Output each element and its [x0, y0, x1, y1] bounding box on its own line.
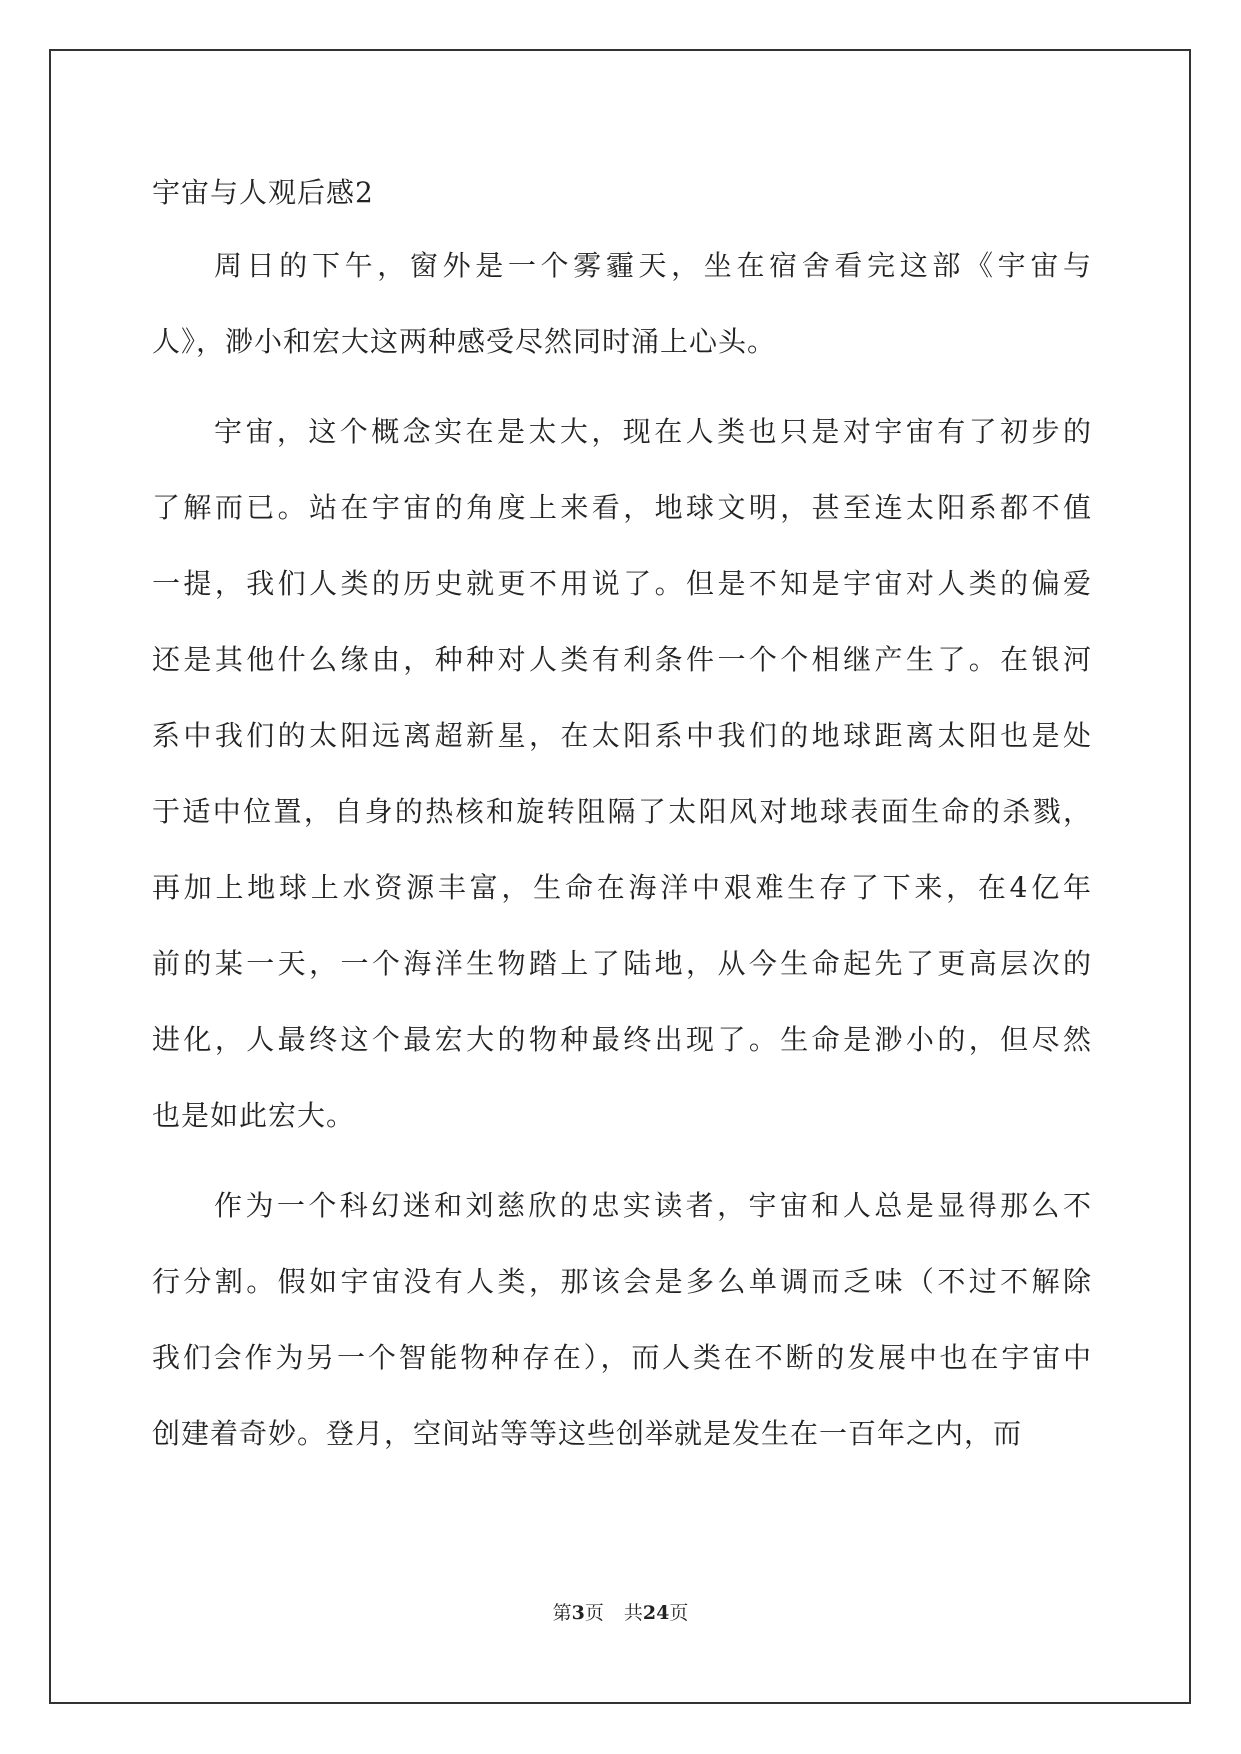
paragraph-line: 行分割。假如宇宙没有人类，那该会是多么单调而乏味（不过不解除 — [152, 1265, 1092, 1298]
paragraph-line: 再加上地球上水资源丰富，生命在海洋中艰难生存了下来，在4亿年 — [152, 871, 1092, 904]
paragraph-line: 人》，渺小和宏大这两种感受尽然同时涌上心头。 — [152, 325, 777, 358]
footer-total-pages: 24 — [642, 1602, 670, 1624]
paragraph — [152, 394, 1092, 1154]
paragraph-container — [152, 228, 1092, 1472]
paragraph-line: 一提，我们人类的历史就更不用说了。但是不知是宇宙对人类的偏爱 — [152, 567, 1092, 600]
paragraph-line: 宇宙，这个概念实在是太大，现在人类也只是对宇宙有了初步的 — [214, 415, 1092, 448]
paragraph-line: 我们会作为另一个智能物种存在），而人类在不断的发展中也在宇宙中 — [152, 1341, 1092, 1374]
paragraph-line: 进化，人最终这个最宏大的物种最终出现了。生命是渺小的，但尽然 — [152, 1023, 1092, 1056]
footer-page-suffix: 页 — [584, 1602, 604, 1624]
paragraph-line: 了解而已。站在宇宙的角度上来看，地球文明，甚至连太阳系都不值 — [152, 491, 1092, 524]
paragraph-line: 系中我们的太阳远离超新星，在太阳系中我们的地球距离太阳也是处 — [152, 719, 1092, 752]
paragraph-line: 周日的下午，窗外是一个雾霾天，坐在宿舍看完这部《宇宙与 — [214, 249, 1092, 282]
footer-page-number: 3 — [571, 1602, 585, 1624]
paragraph-line: 也是如此宏大。 — [152, 1099, 356, 1132]
footer-total-prefix: 共 — [623, 1602, 643, 1624]
paragraph-line: 前的某一天，一个海洋生物踏上了陆地，从今生命起先了更高层次的 — [152, 947, 1092, 980]
document-title: 宇宙与人观后感2 — [152, 176, 374, 209]
footer-total-suffix: 页 — [669, 1602, 689, 1624]
paragraph-line: 作为一个科幻迷和刘慈欣的忠实读者，宇宙和人总是显得那么不 — [214, 1189, 1092, 1222]
paragraph-line: 创建着奇妙。登月，空间站等等这些创举就是发生在一百年之内，而 — [152, 1417, 1023, 1450]
footer-page-prefix: 第 — [552, 1602, 572, 1624]
paragraph — [152, 1168, 1092, 1472]
paragraph-line: 于适中位置，自身的热核和旋转阻隔了太阳风对地球表面生命的杀戮， — [152, 795, 1092, 828]
page-footer — [0, 1598, 1241, 1625]
paragraph — [152, 228, 1092, 380]
paragraph-line: 还是其他什么缘由，种种对人类有利条件一个个相继产生了。在银河 — [152, 643, 1092, 676]
document-body — [152, 158, 1092, 1486]
